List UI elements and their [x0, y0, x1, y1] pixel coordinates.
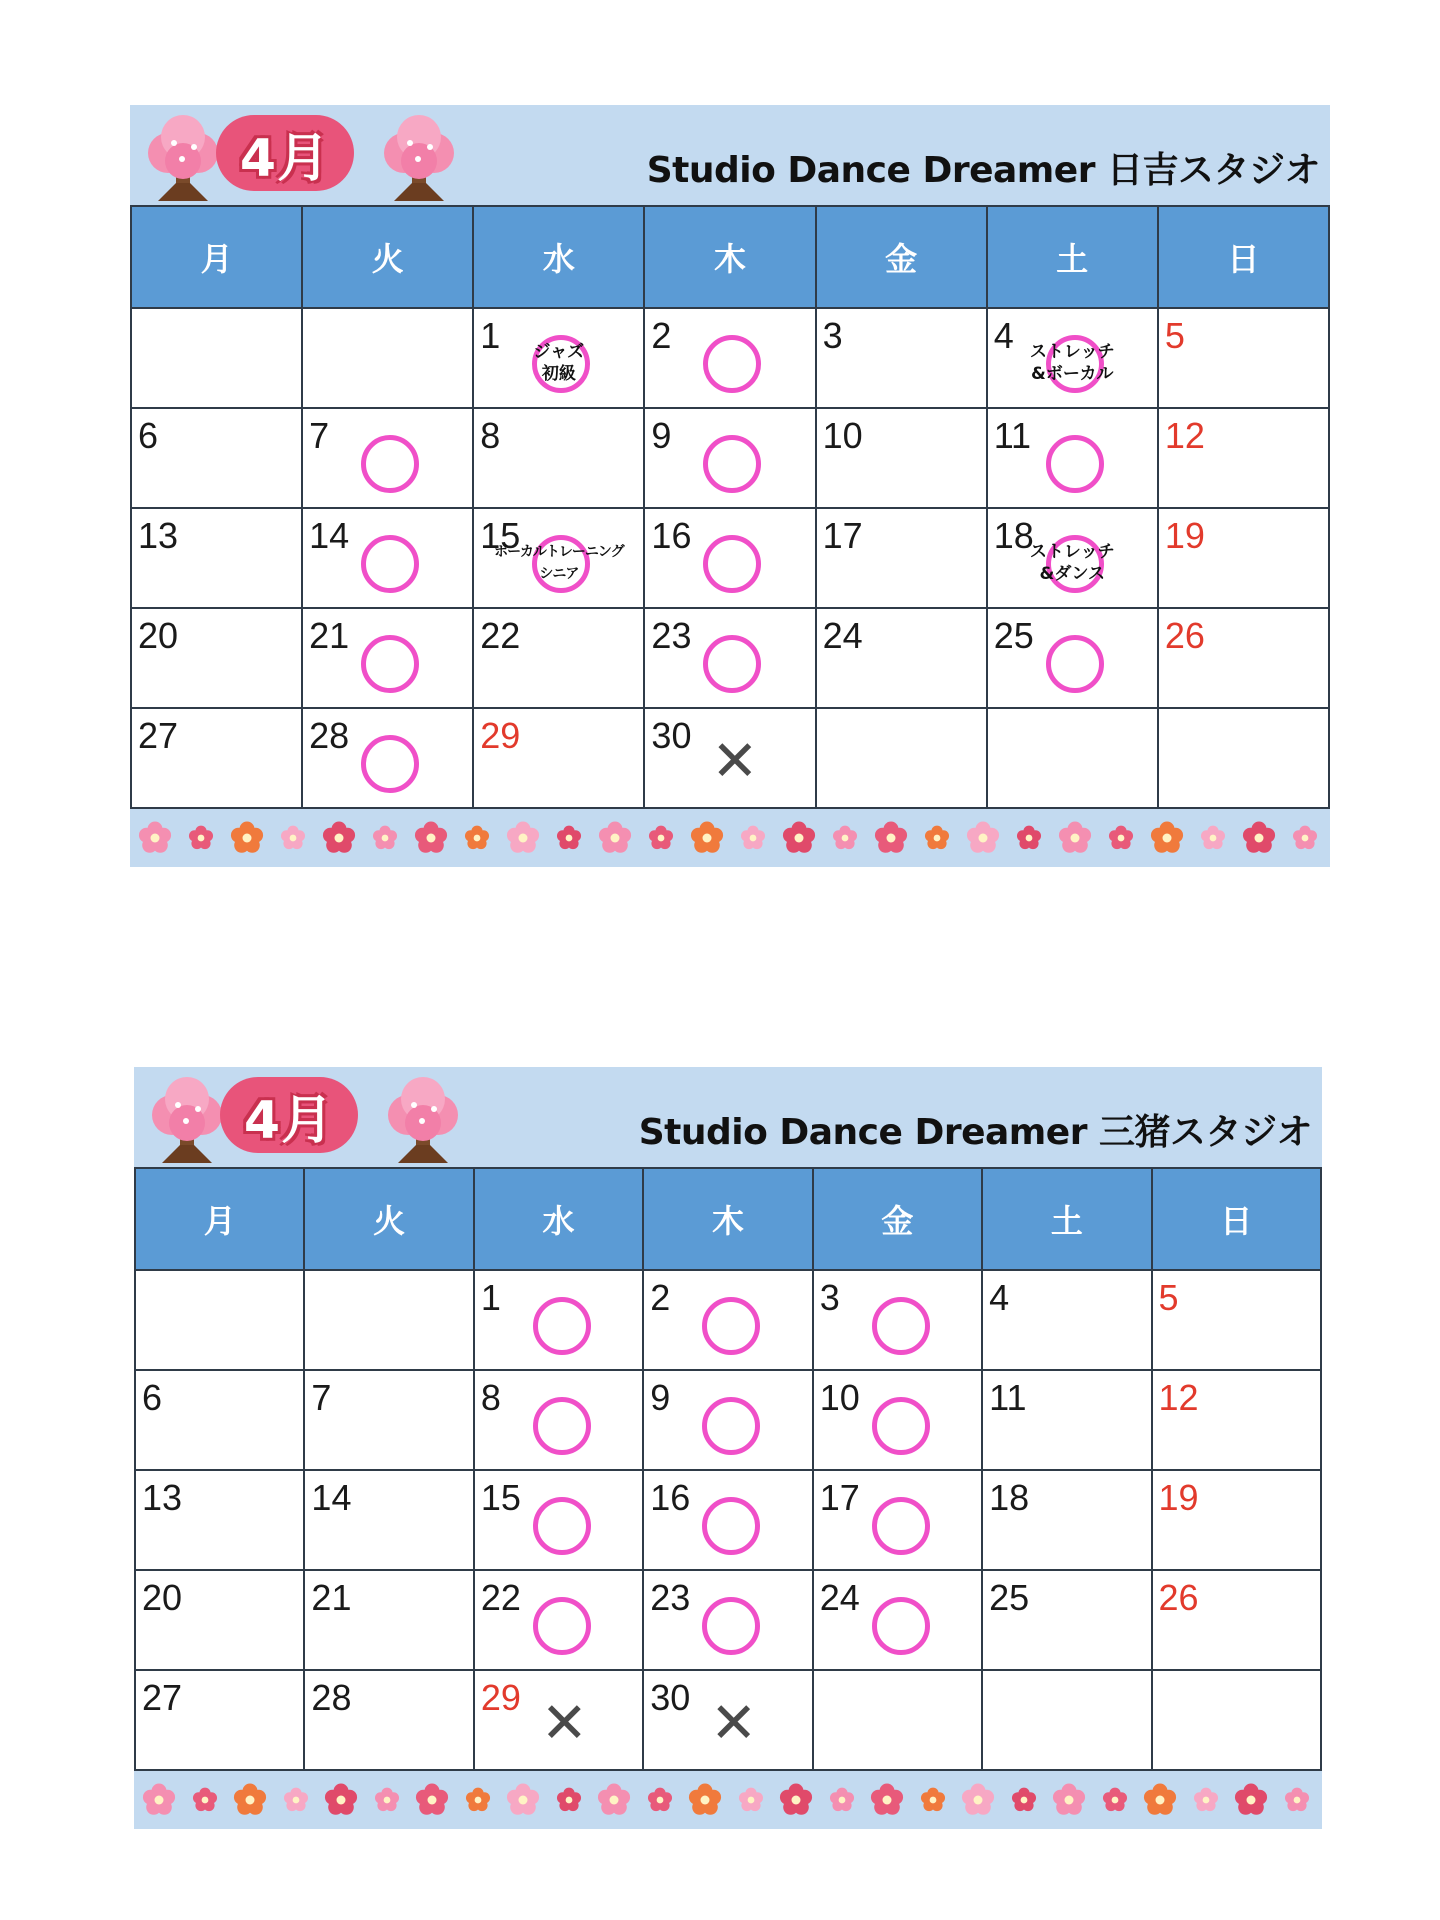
open-circle-icon: [361, 635, 419, 693]
flower-icon: [874, 821, 908, 855]
day-cell: [131, 608, 302, 708]
weekday-header: 火: [302, 206, 473, 308]
calendar-minowa: [134, 1067, 1322, 1829]
day-number: 25: [989, 1577, 1030, 1618]
open-circle-icon: [702, 1397, 760, 1455]
flower-icon: [782, 821, 816, 855]
studio-title: Studio Dance Dreamer 日吉スタジオ: [646, 150, 1320, 191]
flower-icon: [647, 1787, 673, 1813]
day-cell: [304, 1370, 473, 1470]
day-number: 15: [480, 515, 521, 556]
day-number: 18: [993, 515, 1034, 556]
day-number: 13: [142, 1477, 183, 1518]
day-number: 9: [650, 1377, 671, 1418]
cross-icon: ✕: [540, 1691, 588, 1756]
flower-icon: [1242, 821, 1276, 855]
flower-icon: [920, 1787, 946, 1813]
day-cell: [1152, 1470, 1321, 1570]
flower-icon: [372, 825, 398, 851]
open-circle-icon: [1046, 435, 1104, 493]
day-cell: [1158, 508, 1329, 608]
day-cell: [1152, 1270, 1321, 1370]
flower-icon: [1292, 825, 1318, 851]
flower-icon: [832, 825, 858, 851]
open-circle-icon: [1046, 635, 1104, 693]
open-circle-icon: [533, 1497, 591, 1555]
weekday-header: 土: [987, 206, 1158, 308]
day-cell: [304, 1570, 473, 1670]
day-cell: [813, 1270, 982, 1370]
month-badge: [220, 1077, 358, 1153]
day-number: 8: [480, 1377, 501, 1418]
day-cell: [982, 1570, 1151, 1670]
flower-icon: [280, 825, 306, 851]
open-circle-icon: [703, 335, 761, 393]
day-number: 4: [993, 315, 1014, 356]
flower-icon: [230, 821, 264, 855]
flower-icon: [597, 1783, 631, 1817]
day-number-holiday: 26: [1164, 615, 1205, 656]
class-note: [988, 341, 1157, 385]
flower-icon: [829, 1787, 855, 1813]
class-note-line: &ボーカル: [1031, 364, 1114, 384]
day-number: 20: [138, 615, 179, 656]
day-cell: [644, 408, 815, 508]
open-circle-icon: [872, 1297, 930, 1355]
weekday-header-row: [135, 1168, 1321, 1270]
cross-icon: ✕: [711, 729, 759, 794]
empty-cell: [304, 1270, 473, 1370]
day-cell: [474, 1670, 643, 1770]
open-circle-icon: [361, 535, 419, 593]
empty-cell: [987, 708, 1158, 808]
open-circle-icon: [702, 1597, 760, 1655]
open-circle-icon: [533, 1397, 591, 1455]
week-row: [131, 408, 1329, 508]
flower-icon: [1058, 821, 1092, 855]
open-circle-icon: [872, 1497, 930, 1555]
flower-icon: [1108, 825, 1134, 851]
weekday-header: 木: [643, 1168, 812, 1270]
flower-icon: [1284, 1787, 1310, 1813]
day-cell: [813, 1470, 982, 1570]
day-cell: [987, 608, 1158, 708]
day-cell: [131, 708, 302, 808]
day-cell: [474, 1570, 643, 1670]
flower-icon: [1200, 825, 1226, 851]
day-cell: [304, 1670, 473, 1770]
open-circle-icon: [702, 1297, 760, 1355]
flower-icon: [1143, 1783, 1177, 1817]
day-cell: [643, 1670, 812, 1770]
day-cell: [302, 708, 473, 808]
day-number: 24: [822, 615, 863, 656]
open-circle-icon: [703, 435, 761, 493]
day-cell: [1158, 608, 1329, 708]
day-number: 21: [311, 1577, 352, 1618]
weekday-header: 月: [135, 1168, 304, 1270]
day-number: 21: [309, 615, 350, 656]
day-number: 9: [651, 415, 672, 456]
day-number: 3: [822, 315, 843, 356]
day-cell: [1152, 1370, 1321, 1470]
day-number: 1: [480, 315, 501, 356]
day-number: 25: [993, 615, 1034, 656]
day-cell: [474, 1270, 643, 1370]
open-circle-icon: [533, 1297, 591, 1355]
day-number: 27: [138, 715, 179, 756]
day-number: 30: [650, 1677, 691, 1718]
weekday-header: 火: [304, 1168, 473, 1270]
day-number-holiday: 5: [1158, 1277, 1179, 1318]
day-cell: [643, 1370, 812, 1470]
flower-icon: [283, 1787, 309, 1813]
open-circle-icon: [872, 1397, 930, 1455]
weekday-header: 月: [131, 206, 302, 308]
day-cell: [473, 608, 644, 708]
week-row: [131, 308, 1329, 408]
day-number: 14: [311, 1477, 352, 1518]
day-number: 6: [142, 1377, 163, 1418]
open-circle-icon: [361, 435, 419, 493]
day-number: 30: [651, 715, 692, 756]
class-note-line: ストレッチ: [1029, 342, 1115, 362]
empty-cell: [816, 708, 987, 808]
day-cell: [473, 708, 644, 808]
day-number-holiday: 19: [1164, 515, 1205, 556]
class-note-line: &ダンス: [1039, 564, 1106, 584]
day-number: 16: [651, 515, 692, 556]
weekday-header: 金: [813, 1168, 982, 1270]
day-number-holiday: 5: [1164, 315, 1185, 356]
empty-cell: [1152, 1670, 1321, 1770]
day-cell: [816, 408, 987, 508]
day-cell: [987, 308, 1158, 408]
day-number: 20: [142, 1577, 183, 1618]
day-cell: [813, 1570, 982, 1670]
week-row: [135, 1270, 1321, 1370]
day-number: 23: [651, 615, 692, 656]
day-cell: [982, 1470, 1151, 1570]
weekday-header: 水: [473, 206, 644, 308]
day-number: 7: [311, 1377, 332, 1418]
day-number: 14: [309, 515, 350, 556]
day-cell: [131, 408, 302, 508]
week-row: [135, 1570, 1321, 1670]
weekday-header: 日: [1158, 206, 1329, 308]
day-number: 22: [480, 615, 521, 656]
flower-icon: [556, 825, 582, 851]
flower-border: [134, 1771, 1322, 1829]
day-number-holiday: 12: [1164, 415, 1205, 456]
flower-icon: [738, 1787, 764, 1813]
day-number: 13: [138, 515, 179, 556]
day-number: 10: [822, 415, 863, 456]
day-number: 17: [819, 1477, 860, 1518]
day-number: 28: [311, 1677, 352, 1718]
flower-icon: [1052, 1783, 1086, 1817]
class-note-line: ジャズ: [533, 342, 585, 362]
flower-icon: [464, 825, 490, 851]
calendar-banner: [134, 1067, 1322, 1167]
class-note: [988, 541, 1157, 585]
day-number: 2: [650, 1277, 671, 1318]
day-cell: [813, 1370, 982, 1470]
weekday-header: 木: [644, 206, 815, 308]
day-number: 1: [480, 1277, 501, 1318]
weekday-header: 金: [816, 206, 987, 308]
class-note-line: 初級: [541, 364, 576, 384]
flower-icon: [233, 1783, 267, 1817]
month-badge: [216, 115, 354, 191]
day-cell: [643, 1270, 812, 1370]
day-number: 11: [993, 415, 1032, 456]
flower-icon: [870, 1783, 904, 1817]
day-number: 24: [819, 1577, 860, 1618]
empty-cell: [1158, 708, 1329, 808]
open-circle-icon: [703, 535, 761, 593]
day-cell: [473, 508, 644, 608]
flower-icon: [556, 1787, 582, 1813]
day-number: 22: [480, 1577, 521, 1618]
weekday-header: 土: [982, 1168, 1151, 1270]
flower-icon: [598, 821, 632, 855]
class-note: [474, 341, 643, 385]
day-cell: [302, 608, 473, 708]
flower-icon: [1102, 1787, 1128, 1813]
flower-icon: [1011, 1787, 1037, 1813]
day-cell: [643, 1570, 812, 1670]
cherry-tree-icon: [374, 113, 464, 203]
day-cell: [644, 508, 815, 608]
day-number: 11: [989, 1377, 1027, 1418]
cherry-tree-icon: [142, 1075, 232, 1165]
day-cell: [135, 1670, 304, 1770]
day-cell: [816, 308, 987, 408]
day-number-holiday: 26: [1158, 1577, 1199, 1618]
week-row: [135, 1670, 1321, 1770]
flower-icon: [374, 1787, 400, 1813]
flower-icon: [648, 825, 674, 851]
day-number: 10: [819, 1377, 860, 1418]
open-circle-icon: [533, 1597, 591, 1655]
calendar-grid: [130, 205, 1330, 809]
day-cell: [816, 508, 987, 608]
day-cell: [135, 1370, 304, 1470]
day-number-holiday: 29: [480, 1677, 521, 1718]
flower-icon: [1016, 825, 1042, 851]
day-cell: [644, 708, 815, 808]
flower-icon: [779, 1783, 813, 1817]
open-circle-icon: [703, 635, 761, 693]
day-cell: [644, 608, 815, 708]
day-cell: [982, 1370, 1151, 1470]
day-number: 4: [989, 1277, 1010, 1318]
day-number: 28: [309, 715, 350, 756]
open-circle-icon: [702, 1497, 760, 1555]
empty-cell: [302, 308, 473, 408]
day-cell: [473, 408, 644, 508]
day-cell: [131, 508, 302, 608]
calendar-banner: [130, 105, 1330, 205]
flower-icon: [138, 821, 172, 855]
cherry-tree-icon: [138, 113, 228, 203]
day-number: 15: [480, 1477, 521, 1518]
empty-cell: [982, 1670, 1151, 1770]
week-row: [131, 508, 1329, 608]
empty-cell: [135, 1270, 304, 1370]
day-number-holiday: 19: [1158, 1477, 1199, 1518]
flower-icon: [1234, 1783, 1268, 1817]
class-note-line: シニア: [539, 566, 579, 582]
cross-icon: ✕: [710, 1691, 758, 1756]
week-row: [135, 1370, 1321, 1470]
day-cell: [473, 308, 644, 408]
flower-icon: [1193, 1787, 1219, 1813]
calendar-grid: [134, 1167, 1322, 1771]
flower-icon: [415, 1783, 449, 1817]
day-cell: [643, 1470, 812, 1570]
class-note-line: ボーカルトレーニング: [494, 544, 624, 560]
flower-border: [130, 809, 1330, 867]
flower-icon: [1150, 821, 1184, 855]
open-circle-icon: [872, 1597, 930, 1655]
class-note-line: ストレッチ: [1029, 542, 1115, 562]
day-number: 18: [989, 1477, 1030, 1518]
month-label: 4月: [243, 1090, 335, 1151]
day-cell: [302, 508, 473, 608]
day-cell: [302, 408, 473, 508]
day-number: 8: [480, 415, 501, 456]
day-cell: [816, 608, 987, 708]
flower-icon: [740, 825, 766, 851]
week-row: [131, 708, 1329, 808]
flower-icon: [688, 1783, 722, 1817]
day-cell: [644, 308, 815, 408]
flower-icon: [465, 1787, 491, 1813]
weekday-header-row: [131, 206, 1329, 308]
week-row: [135, 1470, 1321, 1570]
day-number: 6: [138, 415, 159, 456]
calendar-hiyoshi: [130, 105, 1330, 867]
flower-icon: [142, 1783, 176, 1817]
flower-icon: [188, 825, 214, 851]
day-number: 2: [651, 315, 672, 356]
day-number: 17: [822, 515, 863, 556]
class-note: [474, 541, 643, 585]
day-cell: [1152, 1570, 1321, 1670]
day-number: 7: [309, 415, 330, 456]
day-cell: [987, 408, 1158, 508]
day-cell: [304, 1470, 473, 1570]
day-number: 16: [650, 1477, 691, 1518]
day-number: 3: [819, 1277, 840, 1318]
day-cell: [1158, 308, 1329, 408]
flower-icon: [961, 1783, 995, 1817]
weekday-header: 日: [1152, 1168, 1321, 1270]
cherry-tree-icon: [378, 1075, 468, 1165]
day-cell: [135, 1470, 304, 1570]
flower-icon: [966, 821, 1000, 855]
day-number: 27: [142, 1677, 183, 1718]
day-number: 23: [650, 1577, 691, 1618]
empty-cell: [813, 1670, 982, 1770]
studio-title: Studio Dance Dreamer 三猪スタジオ: [638, 1112, 1312, 1153]
day-cell: [474, 1370, 643, 1470]
day-cell: [135, 1570, 304, 1670]
day-cell: [474, 1470, 643, 1570]
flower-icon: [414, 821, 448, 855]
day-number-holiday: 12: [1158, 1377, 1199, 1418]
open-circle-icon: [361, 735, 419, 793]
flower-icon: [324, 1783, 358, 1817]
day-cell: [1158, 408, 1329, 508]
month-label: 4月: [239, 128, 331, 189]
day-cell: [982, 1270, 1151, 1370]
flower-icon: [506, 821, 540, 855]
day-cell: [987, 508, 1158, 608]
weekday-header: 水: [474, 1168, 643, 1270]
flower-icon: [690, 821, 724, 855]
flower-icon: [192, 1787, 218, 1813]
flower-icon: [506, 1783, 540, 1817]
week-row: [131, 608, 1329, 708]
day-number-holiday: 29: [480, 715, 521, 756]
flower-icon: [924, 825, 950, 851]
empty-cell: [131, 308, 302, 408]
flower-icon: [322, 821, 356, 855]
